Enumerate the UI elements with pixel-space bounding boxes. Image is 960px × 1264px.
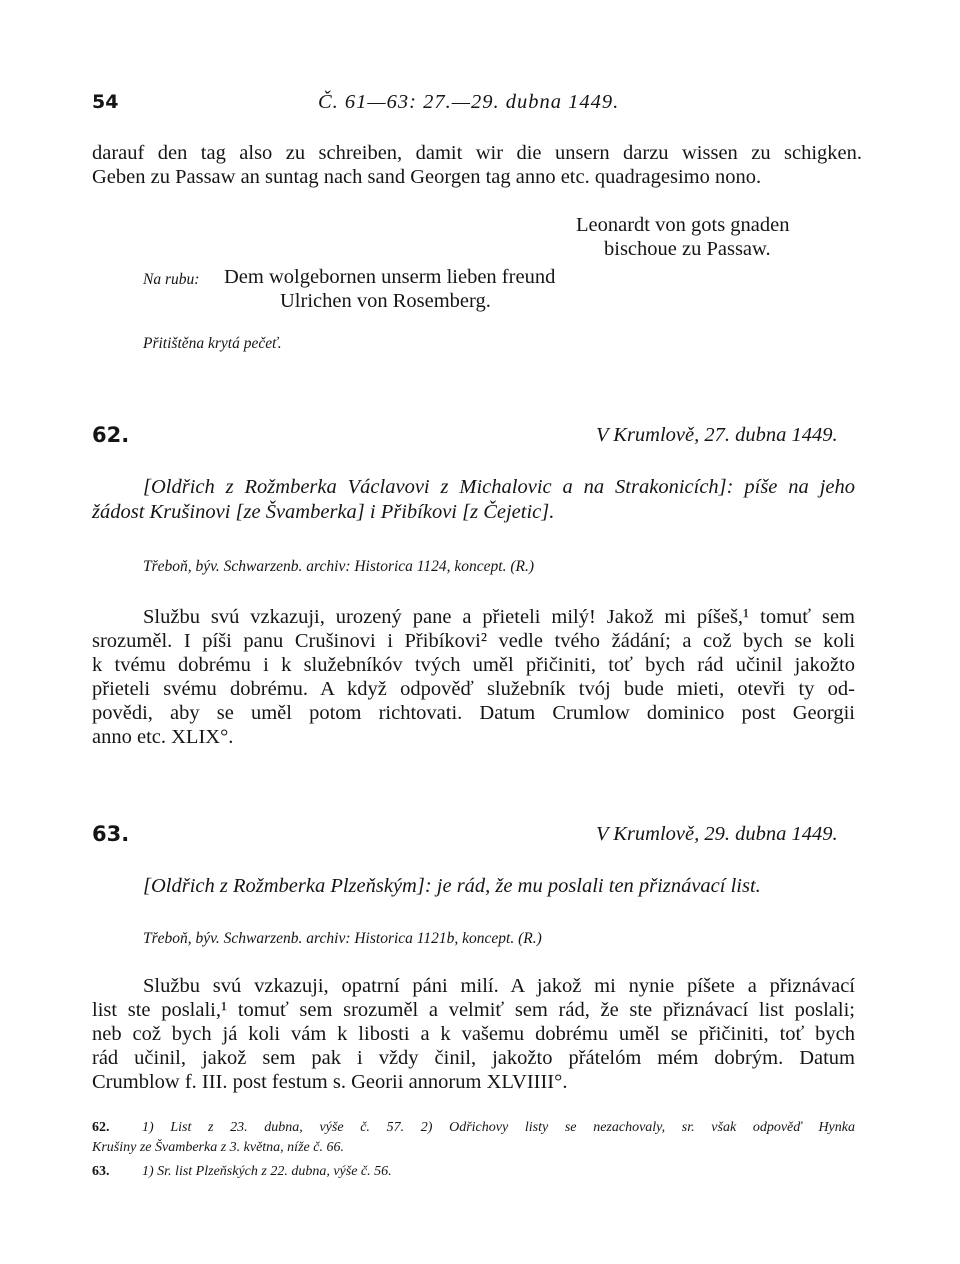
doc63-regest: [Oldřich z Rožmberka Plzeňským]: je rád, že mu poslali ten přiznávací list. xyxy=(143,875,761,897)
doc62-regest-2: žádost Krušinovi [ze Švamberka] i Přibíkovi [z Čejetic]. xyxy=(92,501,555,523)
doc63-text-5: Crumblow f. III. post festum s. Georii annorum XLVIIII°. xyxy=(92,1071,568,1093)
doc63-number: 63. xyxy=(92,822,130,846)
running-title: Č. 61—63: 27.—29. dubna 1449. xyxy=(318,91,620,113)
doc62-source: Třeboň, býv. Schwarzenb. archiv: Historica 1124, koncept. (R.) xyxy=(143,558,535,575)
seal-note: Přitištěna krytá pečeť. xyxy=(143,335,282,352)
page-number: 54 xyxy=(92,91,119,113)
doc63-source: Třeboň, býv. Schwarzenb. archiv: Historica 1121b, koncept. (R.) xyxy=(143,930,542,947)
doc63-place-date: V Krumlově, 29. dubna 1449. xyxy=(596,823,838,845)
footnote-62-line-1: 1) List z 23. dubna, výše č. 57. 2) Odřichovy listy se nezachovaly, sr. však odpověď Hynka xyxy=(142,1120,855,1135)
doc61-line-1: darauf den tag also zu schreiben, damit wir die unsern darzu wissen zu schigken. xyxy=(92,142,862,164)
doc62-text-3: k tvému dobrému i k služebníkóv tvých uměl přičiniti, toť bych rád učinil jakožto xyxy=(92,654,855,676)
doc63-text-4: rád učinil, jakož sem pak i vždy činil, jakožto přátelóm mém dobrým. Datum xyxy=(92,1047,855,1069)
doc62-text-5: povědi, aby se uměl potom richtovati. Datum Crumlow dominico post Georgii xyxy=(92,702,855,724)
doc62-number: 62. xyxy=(92,423,130,447)
doc63-text-1: Službu svú vzkazuji, opatrní páni milí. A jakož mi nynie píšete a přiznávací xyxy=(143,975,855,997)
doc62-text-6: anno etc. XLIX°. xyxy=(92,726,234,748)
signature-line-1: Leonardt von gots gnaden xyxy=(576,214,790,236)
doc62-text-2: srozuměl. I píši panu Crušinovi i Přibíkovi² vedle tvého žádání; a což bych se koli xyxy=(92,630,855,652)
address-line-1: Dem wolgebornen unserm lieben freund xyxy=(224,266,556,288)
doc63-text-2: list ste poslali,¹ tomuť sem srozuměl a velmiť sem rád, že ste přiznávací list poslali; xyxy=(92,999,855,1021)
doc61-line-2: Geben zu Passaw an suntag nach sand Georgen tag anno etc. quadragesimo nono. xyxy=(92,166,762,188)
address-line-2: Ulrichen von Rosemberg. xyxy=(280,290,491,312)
signature-line-2: bischoue zu Passaw. xyxy=(604,238,771,260)
doc62-text-1: Službu svú vzkazuji, urozený pane a přieteli milý! Jakož mi píšeš,¹ tomuť sem xyxy=(143,606,855,628)
footnote-62-line-2: Krušiny ze Švamberka z 3. května, níže č. 66. xyxy=(92,1140,344,1155)
doc62-text-4: přieteli svému dobrému. A když odpověď služebník tvój bude mieti, otevři ty od- xyxy=(92,678,855,700)
doc62-regest-1: [Oldřich z Rožmberka Václavovi z Michalovic a na Strakonicích]: píše na jeho xyxy=(143,476,855,498)
footnote-62-number: 62. xyxy=(92,1120,110,1135)
doc63-text-3: neb což bych já koli vám k libosti a k vašemu dobrému uměl se přičiniti, toť bych xyxy=(92,1023,855,1045)
address-label: Na rubu: xyxy=(143,271,200,288)
doc62-place-date: V Krumlově, 27. dubna 1449. xyxy=(596,424,838,446)
footnote-63-number: 63. xyxy=(92,1164,110,1179)
footnote-63-line-1: 1) Sr. list Plzeňských z 22. dubna, výše č. 56. xyxy=(142,1164,392,1179)
